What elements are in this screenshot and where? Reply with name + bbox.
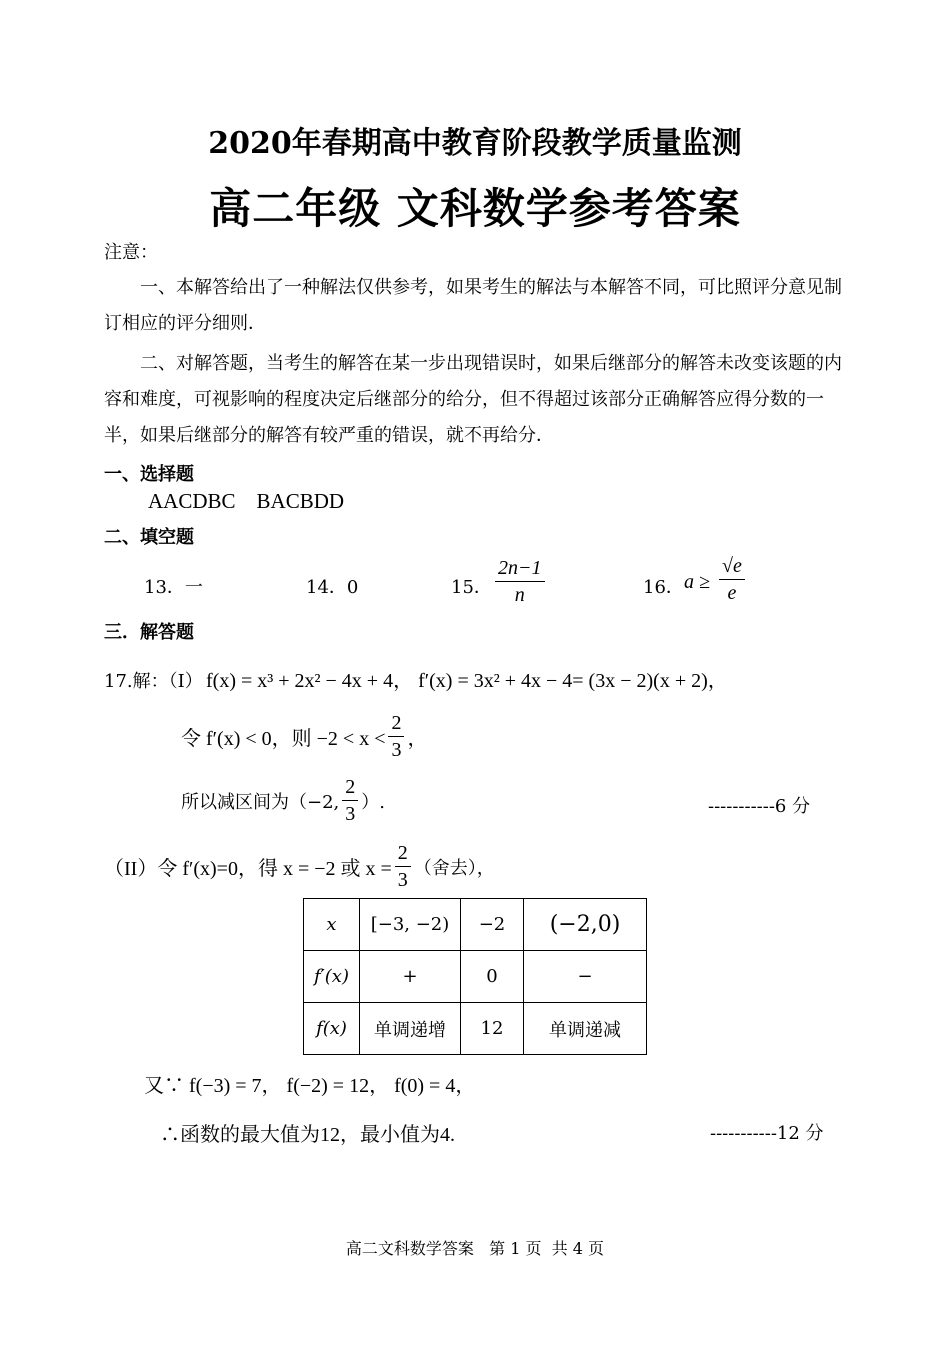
q17-line3-denominator: 3 (345, 803, 356, 825)
table-row (304, 951, 647, 1003)
table-cell: −2 (461, 899, 524, 951)
table-row (304, 1003, 647, 1055)
q17-line3-text: 所以减区间为（−2, (181, 791, 340, 813)
choice-answers: AACDBC BACBDD (148, 489, 345, 513)
q17-part2-tail: （舍去）， (413, 857, 495, 879)
q17-line2-numerator: 2 (388, 712, 404, 737)
q17-label: 17.解：（I） (104, 671, 203, 692)
answer-16-label: 16． (643, 577, 684, 598)
q17-score-1: -----------6 分 (708, 796, 811, 817)
answer-13: 13．一 (144, 577, 203, 598)
page-subtitle: 高二年级 文科数学参考答案 (209, 184, 741, 233)
answer-15-denominator: n (514, 584, 525, 606)
table-cell: 单调递减 (524, 1003, 647, 1055)
q17-line3-tail: ）. (361, 791, 385, 813)
notes-label: 注意： (104, 242, 158, 263)
q17-line6: ∴函数的最大值为12，最小值为4. (160, 1124, 455, 1146)
section-fill-heading: 二、填空题 (104, 527, 194, 548)
table-cell: + (360, 951, 461, 1003)
variation-table (303, 898, 647, 1055)
table-cell: x (304, 899, 360, 951)
note-paragraph-2: 二、对解答题，当考生的解答在某一步出现错误时，如果后继部分的解答未改变该题的内容和难度，可视影响的程度决定后继部分的给分，但不得超过该部分正确解答应得分数的一半，如果后继部分的解答有较严重的错误，就不再给分． (104, 353, 842, 446)
section-solution-heading: 三．解答题 (104, 622, 194, 643)
answer-16-fraction (716, 555, 748, 604)
q17-line1: f(x) = x³ + 2x² − 4x + 4， f′(x) = 3x² + 4x − 4= (3x − 2)(x + 2)， (206, 670, 728, 692)
q17-part2-denominator: 3 (397, 869, 408, 891)
section-choice-heading: 一、选择题 (104, 464, 194, 485)
answer-16-denominator: e (727, 582, 737, 604)
q17-part2-text: （II）令 f′(x)=0，得 x = −2 或 x = (104, 858, 392, 880)
answer-16-lhs: a ≥ (684, 571, 710, 593)
q17-score-2: -----------12 分 (710, 1123, 824, 1144)
table-cell: − (524, 951, 647, 1003)
table-cell: [−3, −2) (360, 899, 461, 951)
q17-part2 (104, 842, 495, 891)
q17-part2-numerator: 2 (395, 842, 411, 867)
q17-line5: 又∵ f(−3) = 7， f(−2) = 12， f(0) = 4， (144, 1075, 476, 1097)
table-cell: f(x) (304, 1003, 360, 1055)
answer-16-numerator: √e (719, 555, 745, 580)
table-cell: (−2,0) (524, 899, 647, 951)
table-cell: 0 (461, 951, 524, 1003)
answer-15-label: 15． (451, 577, 492, 598)
page-title: 2020年春期高中教育阶段教学质量监测 (208, 126, 742, 161)
q17-line2-tail: ， (407, 728, 428, 750)
note-paragraph-1: 一、本解答给出了一种解法仅供参考，如果考生的解法与本解答不同，可比照评分意见制订相应的评分细则． (104, 277, 842, 334)
q17-line3 (181, 776, 385, 825)
table-cell: f′(x) (304, 951, 360, 1003)
page-footer: 高二文科数学答案 第 1 页 共 4 页 (345, 1239, 605, 1258)
table-cell: 单调递增 (360, 1003, 461, 1055)
q17-line3-numerator: 2 (342, 776, 358, 801)
answer-14: 14．0 (306, 577, 359, 598)
table-row (304, 899, 647, 951)
q17-line2-text: 令 f′(x) < 0，则 −2 < x < (181, 728, 386, 750)
table-cell: 12 (461, 1003, 524, 1055)
q17-line2 (181, 712, 427, 761)
answer-15-numerator: 2n−1 (495, 557, 545, 582)
q17-line2-denominator: 3 (391, 739, 402, 761)
answer-15-fraction (492, 557, 548, 606)
